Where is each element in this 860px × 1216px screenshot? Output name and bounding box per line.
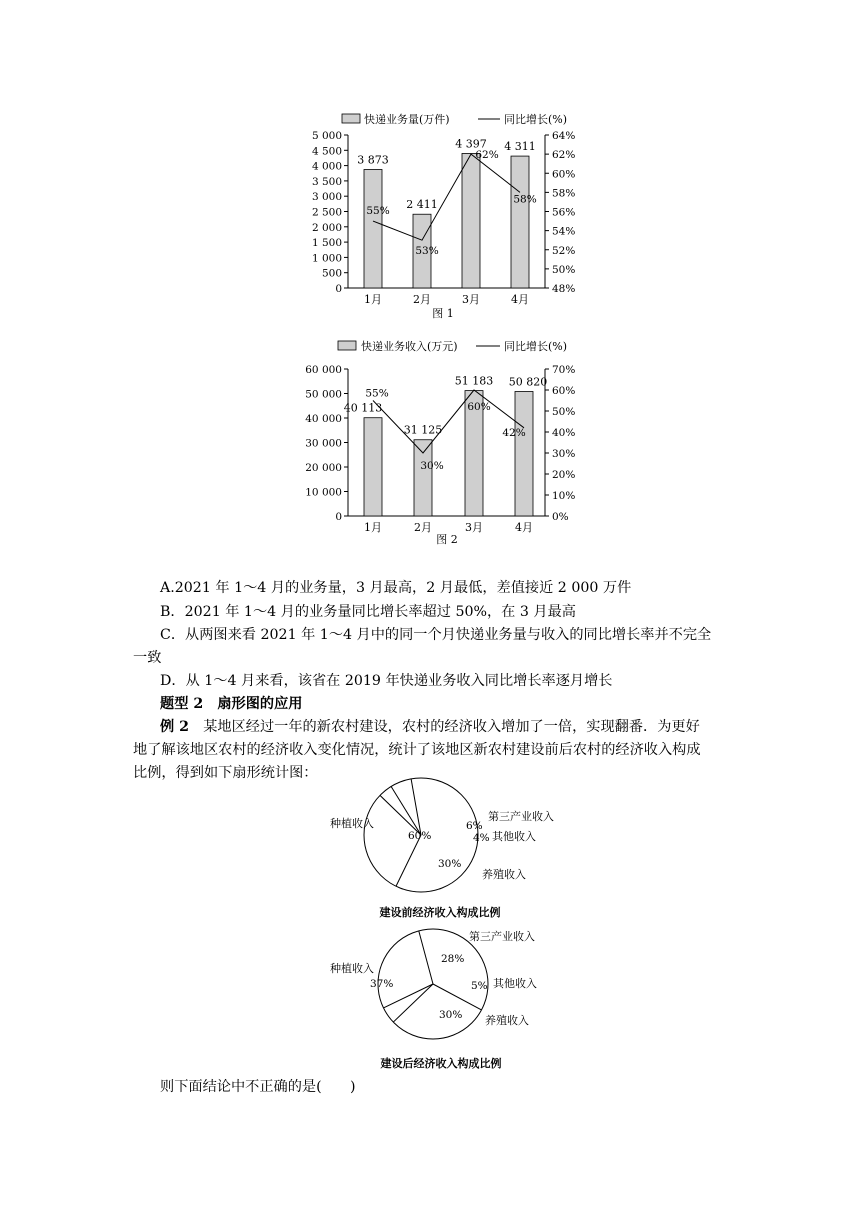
fig2-line-label: 42% — [502, 426, 526, 439]
fig2-right-tick-label: 40% — [552, 427, 576, 439]
fig1-left-tick-label: 4 500 — [311, 145, 342, 158]
fig2-right-tick-label: 50% — [552, 406, 576, 418]
fig1-left-tick-label: 3 000 — [311, 191, 342, 204]
figure-1-chart — [0, 0, 860, 330]
fig1-bar — [511, 156, 529, 288]
fig1-line-label: 53% — [415, 245, 439, 258]
pie1-label-tertiary: 第三产业收入 — [488, 810, 554, 823]
fig2-bar — [364, 418, 382, 516]
example-text: 某地区经过一年的新农村建设，农村的经济收入增加了一倍，实现翻番．为更好 — [203, 719, 700, 735]
fig2-line-label: 30% — [420, 460, 444, 472]
fig2-bar-label: 31 125 — [403, 423, 443, 437]
fig1-left-tick-label: 0 — [335, 283, 342, 295]
fig1-month-label: 1月 — [364, 293, 382, 306]
pie-chart-before — [0, 775, 860, 925]
pie2-pct-tertiary: 28% — [441, 953, 465, 965]
fig1-right-tick-label: 56% — [552, 206, 576, 219]
fig2-growth-line — [373, 390, 524, 453]
pie1-label-other: 其他收入 — [492, 830, 536, 843]
example-line3: 比例，得到如下扇形统计图： — [133, 765, 318, 781]
fig1-bar-label: 4 311 — [504, 140, 536, 154]
fig2-right-tick-label: 70% — [552, 364, 576, 376]
fig2-line-label: 60% — [467, 401, 491, 413]
fig1-right-tick-label: 60% — [552, 168, 576, 181]
example-label: 例 2 — [160, 719, 189, 735]
fig1-bar-label: 2 411 — [406, 198, 438, 212]
option-c-line1: C．从两图来看 2021 年 1～4 月中的同一个月快递业务量与收入的同比增长率并不完全 — [160, 627, 712, 643]
fig1-left-tick-label: 500 — [321, 267, 342, 280]
fig2-left-tick-label: 40 000 — [305, 413, 342, 425]
fig2-month-label: 4月 — [515, 521, 533, 534]
pie1-pct-planting: 60% — [408, 830, 432, 842]
pie1-slice-edge — [396, 835, 421, 886]
pie2-label-tertiary: 第三产业收入 — [469, 930, 535, 943]
fig2-line-label: 55% — [365, 387, 389, 400]
fig2-legend-bar-label: 快递业务收入(万元) — [361, 340, 458, 353]
pie2-slice-edge — [419, 931, 433, 984]
fig2-right-tick-label: 0% — [552, 511, 569, 523]
fig1-month-label: 2月 — [413, 293, 431, 306]
fig1-right-tick-label: 64% — [552, 130, 576, 142]
fig1-bar — [364, 169, 382, 288]
fig1-line-label: 62% — [475, 149, 499, 162]
fig1-bar-label: 4 397 — [455, 137, 487, 151]
fig1-left-tick-label: 5 000 — [311, 130, 342, 142]
fig1-left-tick-label: 2 500 — [311, 206, 342, 219]
fig1-month-label: 4月 — [511, 293, 529, 306]
question-line: 则下面结论中不正确的是( ) — [160, 1079, 356, 1095]
fig1-left-tick-label: 1 500 — [311, 237, 342, 250]
fig2-month-label: 3月 — [465, 521, 483, 534]
pie2-caption: 建设后经济收入构成比例 — [380, 1057, 502, 1070]
fig2-legend-bar-swatch — [338, 341, 356, 350]
fig1-legend-bar-swatch — [342, 114, 360, 123]
fig2-legend-line-label: 同比增长(%) — [504, 340, 568, 353]
fig1-right-tick-label: 58% — [552, 187, 576, 200]
option-d: D．从 1～4 月来看，该省在 2019 年快递业务收入同比增长率逐月增长 — [160, 673, 613, 689]
pie1-pct-breeding: 30% — [438, 858, 462, 870]
fig1-right-tick-label: 48% — [552, 283, 576, 295]
fig2-right-tick-label: 30% — [552, 448, 576, 460]
fig2-bar-label: 50 820 — [508, 375, 548, 389]
fig1-growth-line — [373, 154, 520, 240]
option-a: A.2021 年 1～4 月的业务量，3 月最高，2 月最低，差值接近 2 000 万件 — [160, 580, 632, 596]
fig1-month-label: 3月 — [462, 293, 480, 306]
fig1-right-tick-label: 54% — [552, 225, 576, 238]
figure-2-chart — [0, 330, 860, 550]
fig2-right-tick-label: 20% — [552, 469, 576, 481]
pie1-label-planting: 种植收入 — [330, 817, 374, 830]
fig1-legend-bar-label: 快递业务量(万件) — [364, 113, 450, 126]
fig1-line-label: 55% — [366, 205, 390, 218]
fig1-caption: 图 1 — [432, 307, 454, 320]
pie2-label-other: 其他收入 — [493, 977, 537, 990]
option-b: B．2021 年 1～4 月的业务量同比增长率超过 50%，在 3 月最高 — [160, 604, 576, 620]
fig2-month-label: 2月 — [414, 521, 432, 534]
pie2-pct-breeding: 30% — [439, 1009, 463, 1021]
pie1-pct-other: 4% — [473, 832, 490, 844]
fig2-left-tick-label: 0 — [335, 511, 342, 523]
pie2-pct-planting: 37% — [370, 978, 394, 990]
fig1-left-tick-label: 2 000 — [311, 221, 342, 234]
pie2-slice-edge — [393, 984, 433, 1022]
fig1-right-tick-label: 52% — [552, 244, 576, 257]
fig2-left-tick-label: 50 000 — [305, 388, 342, 401]
fig2-caption: 图 2 — [436, 533, 458, 546]
fig2-bar-label: 51 183 — [454, 374, 494, 388]
pie2-label-breeding: 养殖收入 — [485, 1014, 529, 1027]
fig1-right-tick-label: 62% — [552, 149, 576, 162]
fig1-left-tick-label: 3 500 — [311, 175, 342, 188]
fig1-left-tick-label: 4 000 — [311, 160, 342, 173]
fig1-legend-line-label: 同比增长(%) — [504, 113, 568, 126]
fig2-right-tick-label: 60% — [552, 385, 576, 397]
fig2-left-tick-label: 10 000 — [305, 486, 342, 499]
fig2-right-tick-label: 10% — [552, 490, 576, 502]
fig2-left-tick-label: 60 000 — [305, 364, 342, 376]
fig2-month-label: 1月 — [364, 521, 382, 534]
option-c-line2: 一致 — [133, 650, 162, 666]
fig2-left-tick-label: 30 000 — [305, 437, 342, 450]
pie1-pct-tertiary: 6% — [466, 820, 483, 832]
fig2-bar-label: 40 113 — [343, 401, 383, 415]
fig1-right-tick-label: 50% — [552, 263, 576, 276]
fig2-left-tick-label: 20 000 — [305, 462, 342, 474]
section-heading: 题型 2 扇形图的应用 — [160, 696, 303, 712]
example-line2: 地了解该地区农村的经济收入变化情况，统计了该地区新农村建设前后农村的经济收入构成 — [133, 742, 701, 758]
example-line1 — [160, 716, 700, 738]
fig1-bar-label: 3 873 — [357, 153, 389, 167]
fig1-bar — [462, 153, 480, 288]
pie1-caption: 建设前经济收入构成比例 — [379, 906, 501, 919]
fig2-bar — [515, 391, 533, 516]
pie2-pct-other: 5% — [471, 980, 488, 992]
fig1-line-label: 58% — [513, 193, 537, 206]
pie2-label-planting: 种植收入 — [330, 962, 374, 975]
fig1-left-tick-label: 1 000 — [311, 252, 342, 265]
fig2-bar — [414, 440, 432, 516]
pie1-label-breeding: 养殖收入 — [482, 868, 526, 881]
pie-chart-after — [0, 925, 860, 1075]
